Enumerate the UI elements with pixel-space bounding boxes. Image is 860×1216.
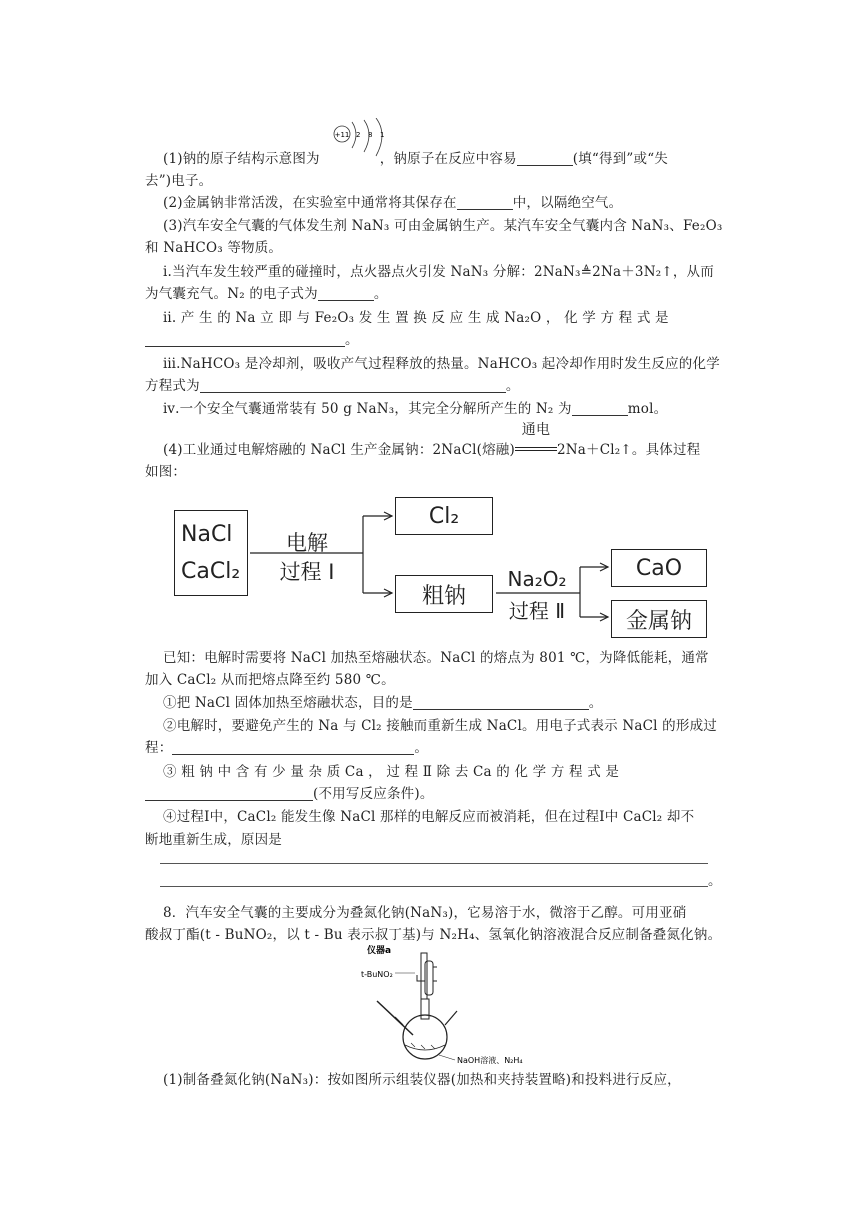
sub4-c1	[163, 693, 725, 713]
q4-condition: 通电	[521, 422, 551, 438]
step2-top-label: Na₂O₂	[507, 567, 567, 591]
known-line1: 已知：电解时需要将 NaCl 加热至熔融状态。NaCl 的熔点为 801 ℃，为降低能耗，通常	[163, 650, 709, 666]
label-instrument-a: 仪器a	[367, 946, 392, 956]
q3-iii-text: 方程式为	[145, 378, 200, 394]
q8-line2: 酸叔丁酯(t - BuNO₂，以 t - Bu 表示叔丁基)与 N₂H₄、氢氧化钠溶液混合反应制备叠氮化钠。	[145, 927, 722, 943]
step2-bottom-label: 过程 Ⅱ	[508, 599, 566, 623]
box-input-cacl2: CaCl₂	[181, 559, 241, 584]
atom-shell-1: 2	[356, 131, 361, 139]
step1-bottom-label: 过程 Ⅰ	[279, 560, 335, 584]
q1-suffix: ，钠原子在反应中容易	[379, 151, 517, 167]
q3-iv-text: ⅳ.一个安全气囊通常装有 50 g NaN₃，其完全分解所产生的 N₂ 为	[163, 401, 572, 417]
q3-iii-end: 。	[505, 378, 520, 394]
known-line2: 加入 CaCl₂ 从而把熔点降至约 580 ℃。	[145, 672, 395, 688]
q3-iv-unit: mol。	[627, 401, 668, 417]
q4-text-b: 2Na＋Cl₂↑。具体过程	[556, 442, 701, 458]
apparatus-figure	[355, 945, 545, 1065]
label-naoh-solution: NaOH溶液、N₂H₄	[457, 1056, 523, 1065]
sub4-c2-line1: ②电解时，要避免产生的 Na 与 Cl₂ 接触而重新生成 NaCl。用电子式表示 NaCl 的形成过	[163, 718, 717, 734]
box-sodium-metal: 金属钠	[611, 600, 707, 638]
sub4-c2-blank	[172, 740, 414, 755]
q8-line1: 8．汽车安全气囊的主要成分为叠氮化钠(NaN₃)，它易溶于水，微溶于乙醇。可用亚硝	[163, 905, 687, 921]
sub4-c2-line2	[145, 738, 725, 758]
box-cl2: Cl₂	[395, 497, 493, 535]
sub4-c2-end: 。	[414, 740, 429, 756]
box-input	[174, 510, 248, 596]
q2-text-b: 中，以隔绝空气。	[512, 195, 623, 211]
q8-sub1: (1)制备叠氮化钠(NaN₃)：按如图所示组装仪器(加热和夹持装置略)和投料进行反应，	[163, 1072, 681, 1088]
q3-i-text: 为气囊充气。N₂ 的电子式为	[145, 286, 318, 302]
q3-line1: (3)汽车安全气囊的气体发生剂 NaN₃ 可由金属钠生产。某汽车安全气囊内含 NaN₃、Fe₂O₃	[163, 218, 723, 234]
sub4-c1-end: 。	[588, 695, 603, 711]
box-input-nacl: NaCl	[181, 522, 233, 547]
q1-prefix: (1)钠的原子结构示意图为	[163, 151, 320, 167]
sub4-c4-line1: ④过程Ⅰ中，CaCl₂ 能发生像 NaCl 那样的电解反应而被消耗，但在过程Ⅰ中 CaCl₂ 却不	[163, 809, 695, 825]
q3-iii-line1: ⅲ.NaHCO₃ 是冷却剂，吸收产气过程释放的热量。NaHCO₃ 起冷却作用时发生反应的化学	[163, 356, 720, 372]
sub4-c1-text: ①把 NaCl 固体加热至熔融状态，目的是	[163, 695, 413, 711]
q1-line2: 去”)电子。	[145, 173, 213, 189]
sub4-c3-blank	[145, 786, 313, 801]
box-cao: CaO	[611, 549, 707, 587]
sub4-c3-line1: ③ 粗 钠 中 含 有 少 量 杂 质 Ca ， 过 程 Ⅱ 除 去 Ca 的 化 学 方 程 式 是	[163, 764, 620, 780]
q1-tail: (填“得到”或“失	[572, 151, 669, 167]
sub4-c4-line2: 断地重新生成，原因是	[145, 832, 282, 848]
q3-line2: 和 NaHCO₃ 等物质。	[145, 240, 283, 256]
q3-i-end: 。	[373, 286, 388, 302]
q3-ii-end: 。	[345, 332, 359, 348]
label-t-buno2: t-BuNO₂	[361, 970, 393, 979]
atom-shell-3: 1	[380, 131, 385, 139]
box-crude-sodium: 粗钠	[395, 575, 493, 613]
sub4-c4-end: 。	[708, 873, 722, 889]
sub4-c3-note: (不用写反应条件)。	[313, 786, 434, 802]
sub4-c2-text: 程：	[145, 740, 173, 756]
atom-nucleus: +11	[334, 131, 350, 139]
sub4-c3-line2	[145, 784, 725, 804]
q3-i-line1: ⅰ.当汽车发生较严重的碰撞时，点火器点火引发 NaN₃ 分解：2NaN₃≜2Na＋3N₂↑，从而	[163, 264, 714, 280]
q4-line2: 如图：	[145, 464, 187, 480]
step1-top-label: 电解	[286, 531, 328, 555]
sub4-c4-blank-2	[160, 886, 708, 887]
sub4-c1-blank	[413, 695, 589, 710]
q2-text-a: (2)金属钠非常活泼，在实验室中通常将其保存在	[163, 195, 457, 211]
sub4-c4-blank-1	[160, 863, 708, 864]
atom-shell-2: 8	[368, 131, 373, 139]
q4-text-a: (4)工业通过电解熔融的 NaCl 生产金属钠：2NaCl(熔融)	[163, 442, 515, 458]
q3-ii-line1: ⅱ. 产 生 的 Na 立 即 与 Fe₂O₃ 发 生 置 换 反 应 生 成 Na₂O ， 化 学 方 程 式 是	[163, 310, 669, 326]
